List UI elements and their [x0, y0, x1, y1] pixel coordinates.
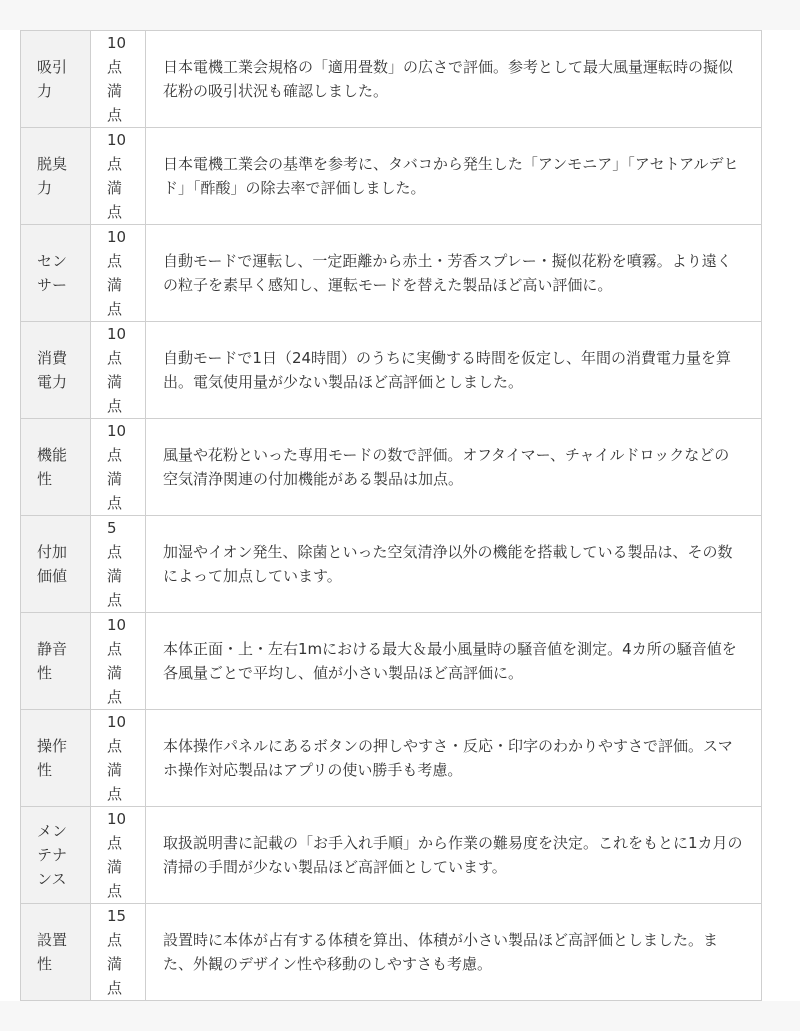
- criterion-label: メンテナンス: [37, 822, 68, 888]
- criterion-label: 吸引力: [37, 58, 68, 100]
- criterion-label: 脱臭力: [37, 155, 68, 197]
- table-row: [21, 516, 762, 613]
- criterion-label-cell: [21, 807, 91, 904]
- criterion-label-cell: [21, 31, 91, 128]
- evaluation-criteria-table: [20, 30, 762, 1001]
- criterion-score-cell: [91, 322, 146, 419]
- criterion-score: 5点満点: [107, 519, 123, 609]
- criterion-score-cell: [91, 516, 146, 613]
- criterion-description: 自動モードで1日（24時間）のうちに実働する時間を仮定し、年間の消費電力量を算出。電気使用量が少ない製品ほど高評価としました。: [146, 322, 762, 419]
- criterion-label-cell: [21, 128, 91, 225]
- criterion-description: 自動モードで運転し、一定距離から赤土・芳香スプレー・擬似花粉を噴霧。より遠くの粒子を素早く感知し、運転モードを替えた製品ほど高い評価に。: [146, 225, 762, 322]
- criterion-label: 操作性: [37, 737, 68, 779]
- criterion-score-cell: [91, 904, 146, 1001]
- criterion-label: センサー: [37, 252, 68, 294]
- criterion-score-cell: [91, 225, 146, 322]
- criterion-description: 日本電機工業会規格の「適用畳数」の広さで評価。参考として最大風量運転時の擬似花粉の吸引状況も確認しました。: [146, 31, 762, 128]
- criterion-score: 10点満点: [107, 131, 127, 221]
- criterion-label-cell: [21, 225, 91, 322]
- table-row: [21, 613, 762, 710]
- criterion-score: 10点満点: [107, 422, 127, 512]
- criterion-label-cell: [21, 613, 91, 710]
- criterion-description: 本体操作パネルにあるボタンの押しやすさ・反応・印字のわかりやすさで評価。スマホ操作対応製品はアプリの使い勝手も考慮。: [146, 710, 762, 807]
- top-bar: [0, 0, 800, 30]
- criterion-score: 10点満点: [107, 34, 127, 124]
- criterion-description: 加湿やイオン発生、除菌といった空気清浄以外の機能を搭載している製品は、その数によって加点しています。: [146, 516, 762, 613]
- criterion-label: 付加価値: [37, 543, 68, 585]
- criterion-label: 静音性: [37, 640, 68, 682]
- criterion-description: 取扱説明書に記載の「お手入れ手順」から作業の難易度を決定。これをもとに1カ月の清掃の手間が少ない製品ほど高評価としています。: [146, 807, 762, 904]
- criterion-score: 10点満点: [107, 713, 127, 803]
- criterion-score-cell: [91, 807, 146, 904]
- criterion-score: 10点満点: [107, 325, 127, 415]
- criterion-label: 機能性: [37, 446, 68, 488]
- table-row: [21, 128, 762, 225]
- criterion-score-cell: [91, 710, 146, 807]
- criterion-score: 10点満点: [107, 810, 127, 900]
- criterion-score-cell: [91, 128, 146, 225]
- table-row: [21, 710, 762, 807]
- criterion-label: 設置性: [37, 931, 68, 973]
- criterion-score: 15点満点: [107, 907, 127, 997]
- table-row: [21, 419, 762, 516]
- criterion-score-cell: [91, 613, 146, 710]
- criterion-label-cell: [21, 710, 91, 807]
- criterion-score: 10点満点: [107, 616, 127, 706]
- criterion-score-cell: [91, 31, 146, 128]
- criterion-score: 10点満点: [107, 228, 127, 318]
- content-area: [0, 30, 800, 1001]
- criterion-label-cell: [21, 904, 91, 1001]
- criterion-label-cell: [21, 419, 91, 516]
- criterion-label-cell: [21, 516, 91, 613]
- criterion-label-cell: [21, 322, 91, 419]
- criterion-description: 日本電機工業会の基準を参考に、タバコから発生した「アンモニア」「アセトアルデヒド」「酢酸」の除去率で評価しました。: [146, 128, 762, 225]
- table-row: [21, 225, 762, 322]
- criterion-description: 設置時に本体が占有する体積を算出、体積が小さい製品ほど高評価としました。また、外観のデザイン性や移動のしやすさも考慮。: [146, 904, 762, 1001]
- bottom-bar: [0, 1001, 800, 1031]
- criterion-description: 本体正面・上・左右1mにおける最大＆最小風量時の騒音値を測定。4カ所の騒音値を各風量ごとで平均し、値が小さい製品ほど高評価に。: [146, 613, 762, 710]
- table-row: [21, 322, 762, 419]
- table-row: [21, 31, 762, 128]
- table-row: [21, 807, 762, 904]
- criterion-label: 消費電力: [37, 349, 68, 391]
- criterion-score-cell: [91, 419, 146, 516]
- table-row: [21, 904, 762, 1001]
- criterion-description: 風量や花粉といった専用モードの数で評価。オフタイマー、チャイルドロックなどの空気清浄関連の付加機能がある製品は加点。: [146, 419, 762, 516]
